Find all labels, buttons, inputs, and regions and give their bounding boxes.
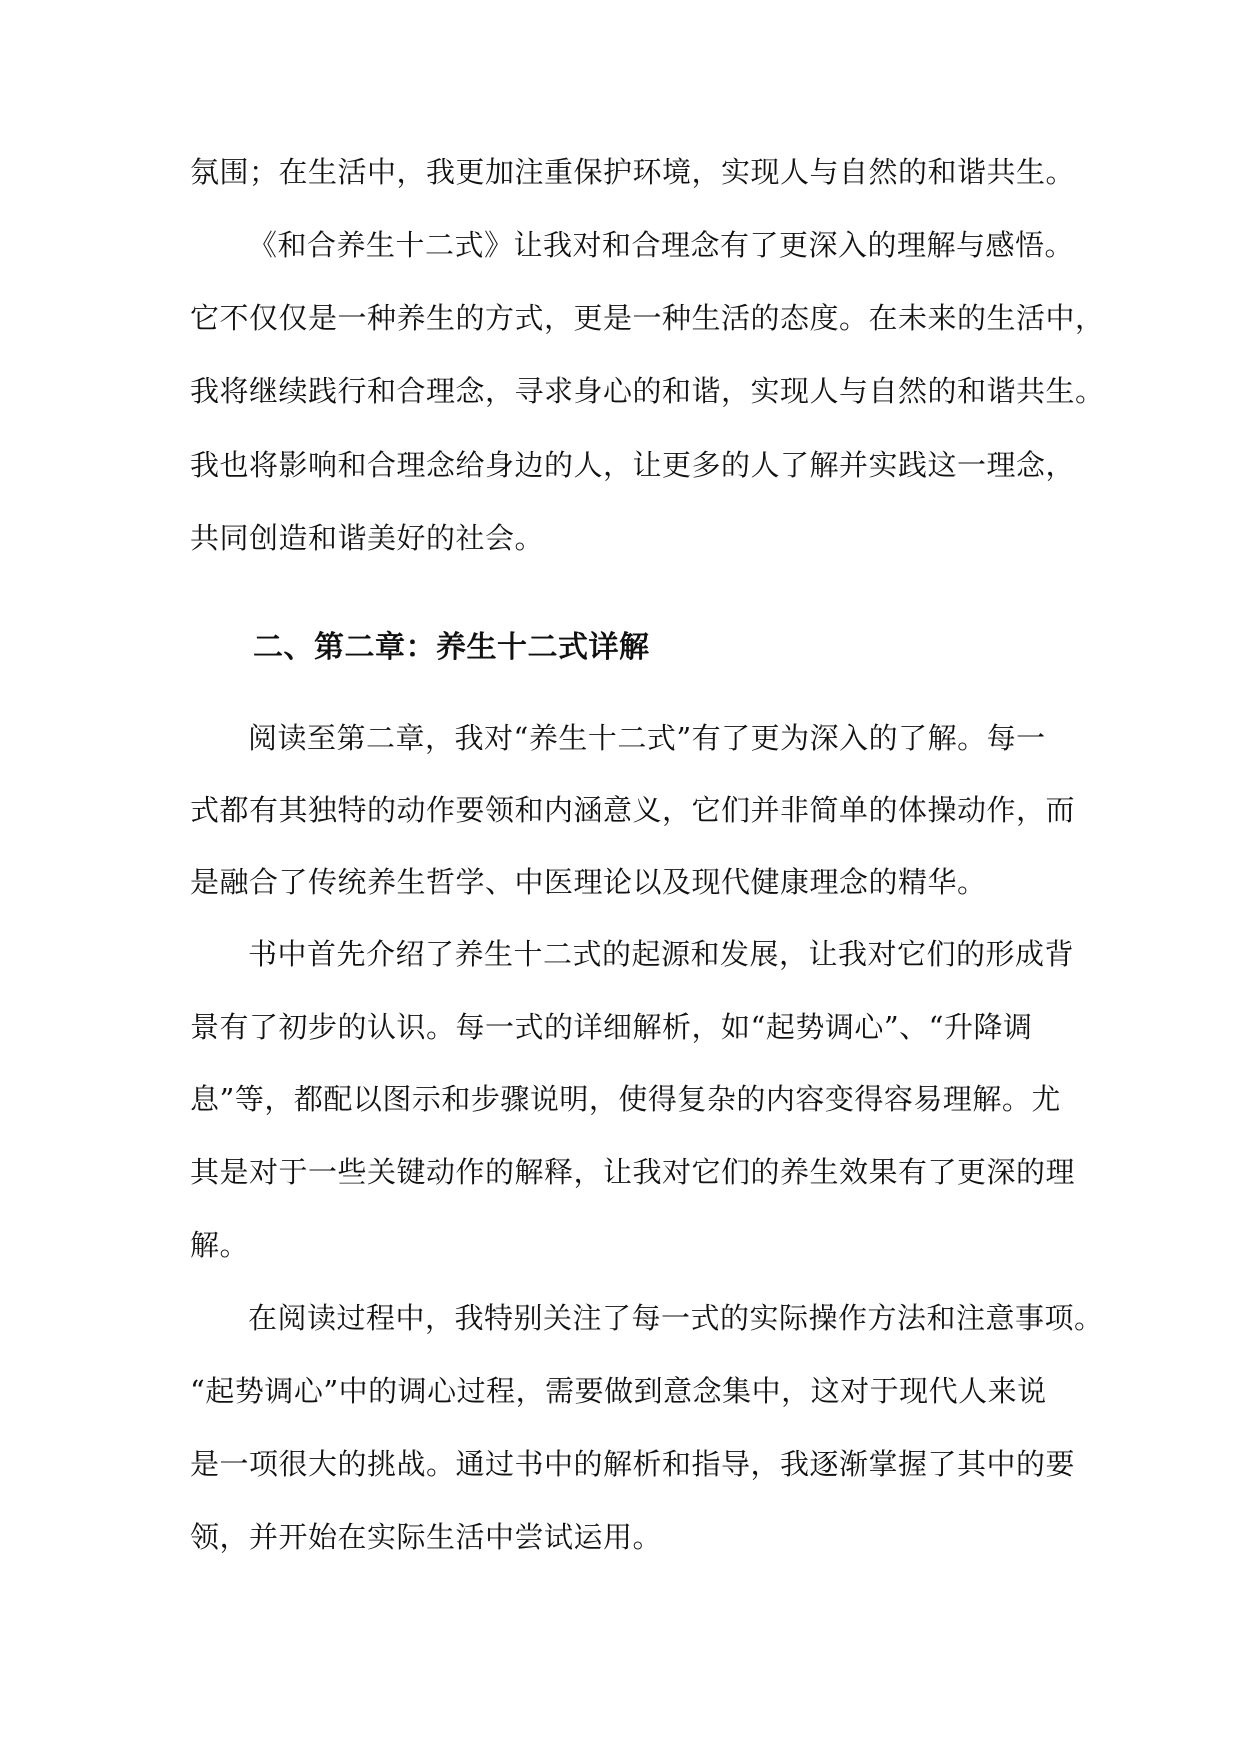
paragraph-5-line-1: 在阅读过程中，我特别关注了每一式的实际操作方法和注意事项。 xyxy=(248,1301,1104,1335)
section-heading: 二、第二章：养生十二式详解 xyxy=(253,630,650,665)
paragraph-4-line-5: 解。 xyxy=(190,1228,250,1262)
paragraph-2-line-1: 《和合养生十二式》让我对和合理念有了更深入的理解与感悟。 xyxy=(248,228,1075,262)
paragraph-2-line-2: 它不仅仅是一种养生的方式，更是一种生活的态度。在未来的生活中， xyxy=(190,301,1105,335)
paragraph-5-line-3: 是一项很大的挑战。通过书中的解析和指导，我逐渐掌握了其中的要 xyxy=(190,1447,1076,1481)
paragraph-2-line-5: 共同创造和谐美好的社会。 xyxy=(190,521,545,555)
paragraph-2-line-3: 我将继续践行和合理念，寻求身心的和谐，实现人与自然的和谐共生。 xyxy=(190,374,1105,408)
paragraph-3-line-3: 是融合了传统养生哲学、中医理论以及现代健康理念的精华。 xyxy=(190,865,987,899)
paragraph-1-line-1: 氛围；在生活中，我更加注重保护环境，实现人与自然的和谐共生。 xyxy=(190,155,1076,189)
paragraph-3-line-2: 式都有其独特的动作要领和内涵意义，它们并非简单的体操动作，而 xyxy=(190,793,1076,827)
paragraph-2-line-4: 我也将影响和合理念给身边的人，让更多的人了解并实践这一理念， xyxy=(190,448,1076,482)
paragraph-4-line-4: 其是对于一些关键动作的解释，让我对它们的养生效果有了更深的理 xyxy=(190,1155,1076,1189)
paragraph-4-line-2: 景有了初步的认识。每一式的详细解析，如“起势调心”、“升降调 xyxy=(190,1010,1033,1044)
paragraph-3-line-1: 阅读至第二章，我对“养生十二式”有了更为深入的了解。每一 xyxy=(248,721,1046,755)
paragraph-4-line-1: 书中首先介绍了养生十二式的起源和发展，让我对它们的形成背 xyxy=(248,937,1075,971)
paragraph-4-line-3: 息”等，都配以图示和步骤说明，使得复杂的内容变得容易理解。尤 xyxy=(190,1082,1061,1116)
paragraph-5-line-4: 领，并开始在实际生活中尝试运用。 xyxy=(190,1520,663,1554)
paragraph-5-line-2: “起势调心”中的调心过程，需要做到意念集中，这对于现代人来说 xyxy=(190,1374,1047,1408)
